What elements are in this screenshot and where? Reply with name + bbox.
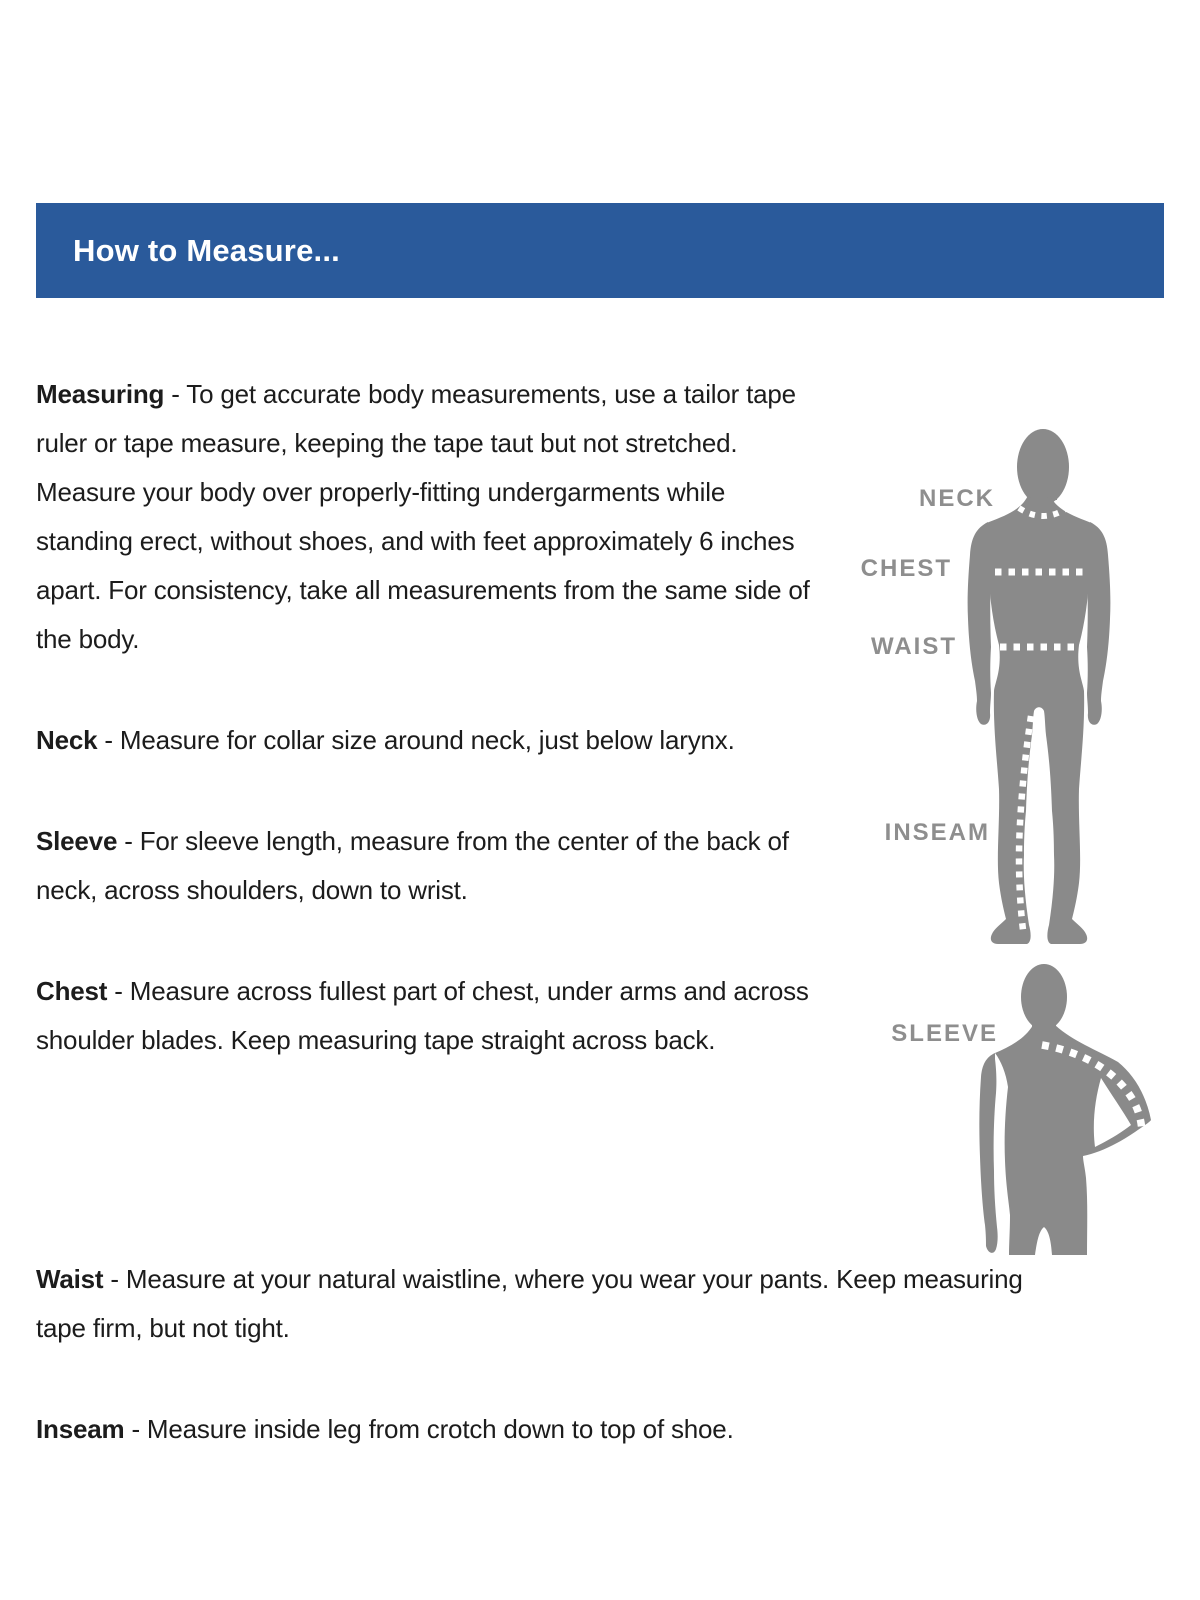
back-body-shape [979, 964, 1151, 1255]
section-header-bar [36, 203, 1164, 298]
back-left-arm-shape [979, 1053, 997, 1253]
term-measuring: Measuring [36, 379, 165, 409]
body-sleeve: - For sleeve length, measure from the center of the back of neck, across shoulders, down to wrist. [36, 826, 789, 905]
inseam-figure-label: INSEAM [884, 819, 990, 846]
body-inseam: - Measure inside leg from crotch down to top of shoe. [131, 1414, 734, 1444]
sleeve-figure-label: SLEEVE [891, 1020, 998, 1047]
term-sleeve: Sleeve [36, 826, 118, 856]
paragraph-waist [36, 1255, 1041, 1353]
body-waist: - Measure at your natural waistline, where you wear your pants. Keep measuring tape firm, but not tight. [36, 1264, 1023, 1343]
front-torso-legs-shape [978, 493, 1099, 944]
paragraph-inseam [36, 1405, 1041, 1454]
front-left-arm-shape [968, 522, 991, 725]
body-measuring: - To get accurate body measurements, use a tailor tape ruler or tape measure, keeping the tape taut but not stretched. Measure your body over properly-fitting undergarments while standing erect, without shoes, and with feet approximately 6 inches apart. For consistency, take all measurements from the same side of the body. [36, 379, 810, 654]
content-area [36, 370, 1164, 1454]
term-waist: Waist [36, 1264, 104, 1294]
neck-figure-label: NECK [918, 485, 995, 512]
back-torso-bent-arm-shape [995, 1025, 1151, 1255]
waist-figure-label: WAIST [871, 633, 957, 660]
body-neck: - Measure for collar size around neck, just below larynx. [104, 725, 735, 755]
front-right-arm-shape [1087, 522, 1110, 725]
measurement-figures [814, 370, 1164, 1255]
term-chest: Chest [36, 976, 108, 1006]
front-neck-shape [1029, 482, 1057, 500]
body-chest: - Measure across fullest part of chest, under arms and across shoulder blades. Keep measuring tape straight across back. [36, 976, 809, 1055]
male-body-back-silhouette-icon [975, 963, 1155, 1255]
chest-figure-label: CHEST [860, 555, 952, 582]
term-inseam: Inseam [36, 1414, 125, 1444]
page-title: How to Measure... [73, 232, 340, 268]
term-neck: Neck [36, 725, 98, 755]
